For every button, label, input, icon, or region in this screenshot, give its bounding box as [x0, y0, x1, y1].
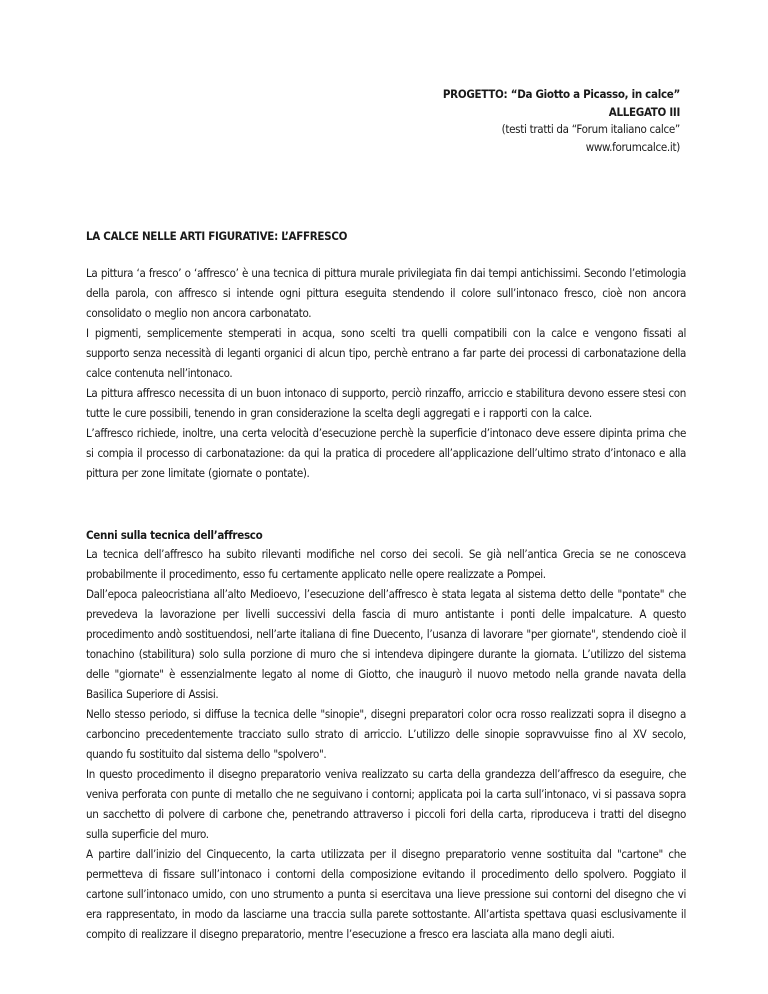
paragraph: A partire dall’inizio del Cinquecento, la carta utilizzata per il disegno preparatorio venne sostituita dal "cartone" che permetteva di fissare sull’intonaco i contorni della composizione evitando il procedimento dello spolvero. Poggiato il cartone sull’intonaco umido, con uno strumento a punta si esercitava una lieve pressione sui contorni del disegno che vi era rappresentato, in modo da lasciarne una traccia sulla parete sottostante. All’artista spettava quasi esclusivamente il compito di realizzare il disegno preparatorio, mentre l’esecuzione a fresco era lasciata alla mano degli aiuti. — [86, 847, 686, 941]
paragraph: La tecnica dell’affresco ha subito rilevanti modifiche nel corso dei secoli. Se già nell’antica Grecia se ne conosceva probabilmente il procedimento, esso fu certamente applicato nelle opere realizzate a Pompei. — [86, 547, 686, 581]
source-note-line-1: (testi tratti da “Forum italiano calce” — [501, 122, 680, 136]
section-tecnica — [86, 527, 686, 944]
paragraph: In questo procedimento il disegno preparatorio veniva realizzato su carta della grandezza dell’affresco da eseguire, che veniva perforata con punte di metallo che ne seguivano i contorni; applicata poi la carta sull’intonaco, vi si passava sopra un sacchetto di polvere di carbone che, penetrando attraverso i piccoli fori della carta, riproduceva i tratti del disegno sulla superficie del muro. — [86, 767, 686, 841]
paragraph: L’affresco richiede, inoltre, una certa velocità d’esecuzione perchè la superficie d’intonaco deve essere dipinta prima che si compia il processo di carbonatazione: da qui la pratica di procedere all’applicazione dell’ultimo strato d’intonaco e alla pittura per zone limitate (giornate o pontate). — [86, 426, 686, 480]
subsection-title: Cenni sulla tecnica dell’affresco — [86, 528, 263, 542]
source-note-line-2: www.forumcalce.it) — [585, 139, 680, 154]
paragraph: I pigmenti, semplicemente stemperati in acqua, sono scelti tra quelli compatibili con la calce e vengono fissati al supporto senza necessità di leganti organici di alcun tipo, perchè entrano a far parte dei processi di carbonatazione della calce contenuta nell’intonaco. — [86, 326, 686, 380]
project-title: PROGETTO: “Da Giotto a Picasso, in calce” — [442, 87, 680, 101]
paragraph: Dall’epoca paleocristiana all’alto Medioevo, l’esecuzione dell’affresco è stata legata al sistema detto delle "pontate" che prevedeva la lavorazione per livelli successivi della fascia di muro antistante i ponti delle impalcature. A questo procedimento andò sostituendosi, nell’arte italiana di fine Duecento, l’usanza di lavorare "per giornate", stendendo cioè il tonachino (stabilitura) solo sulla porzione di muro che si intendeva dipingere durante la giornata. L’utilizzo del sistema delle "giornate" è essenzialmente legato al nome di Giotto, che inaugurò il nuovo metodo nella grande navata della Basilica Superiore di Assisi. — [86, 587, 686, 701]
section-title: LA CALCE NELLE ARTI FIGURATIVE: L’AFFRESCO — [86, 229, 348, 243]
allegato-label: ALLEGATO III — [608, 104, 680, 119]
document-header — [443, 86, 680, 156]
paragraph: La pittura ‘a fresco’ o ‘affresco’ è una tecnica di pittura murale privilegiata fin dai tempi antichissimi. Secondo l’etimologia della parola, con affresco si intende ogni pittura eseguita stendendo il colore sull’intonaco fresco, cioè non ancora consolidato o meglio non ancora carbonatato. — [86, 266, 686, 320]
section-text — [86, 263, 686, 483]
paragraph: Nello stesso periodo, si diffuse la tecnica delle "sinopie", disegni preparatori color ocra rosso realizzati sopra il disegno a carboncino precedentemente tracciato sullo strato di arriccio. L’utilizzo delle sinopie sopravvuisse fino al XV secolo, quando fu sostituito dal sistema dello "spolvero". — [86, 707, 686, 761]
document-body — [86, 228, 686, 944]
paragraph: La pittura affresco necessita di un buon intonaco di supporto, perciò rinzaffo, arriccio e stabilitura devono essere stesi con tutte le cure possibili, tenendo in gran considerazione la scelta degli aggregati e i rapporti con la calce. — [86, 386, 686, 420]
section-text — [86, 544, 686, 944]
section-affresco — [86, 228, 686, 483]
